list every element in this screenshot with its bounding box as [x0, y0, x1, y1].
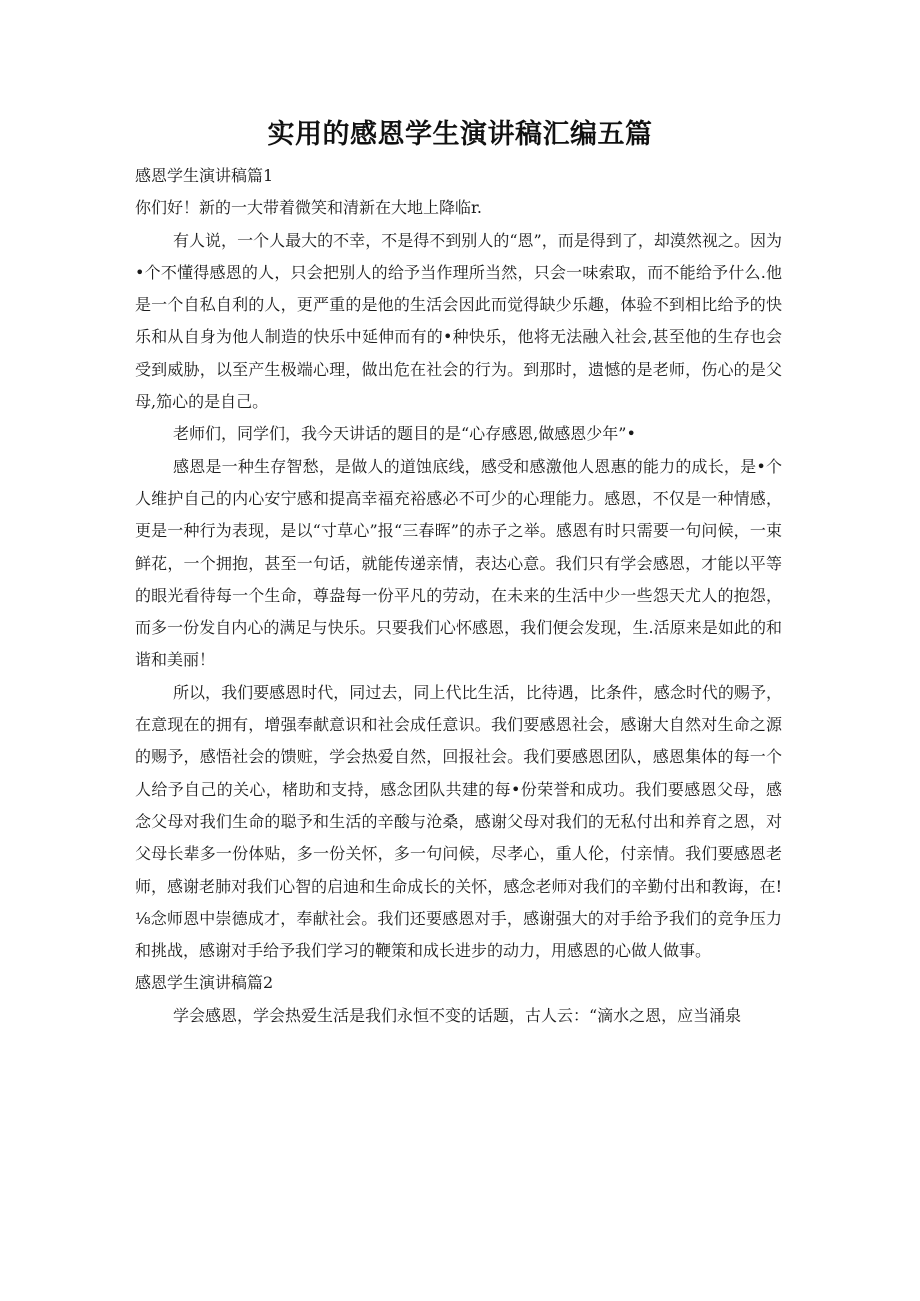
- section-heading-1: 感恩学生演讲稿篇1: [135, 166, 274, 185]
- body-paragraph: 学会感恩，学会热爱生活是我们永恒不变的话题，古人云：“滴水之恩，应当涌泉: [173, 1005, 742, 1025]
- greeting-paragraph: 你们好！新的一大带着微笑和清新在大地上降临r.: [135, 198, 482, 218]
- document-title: 实用的感恩学生演讲稿汇编五篇: [267, 119, 653, 150]
- body-paragraph: 老师们，同学们，我今天讲话的题目的是“心存感恩,做感恩少年”•: [173, 424, 636, 444]
- body-paragraph: 感恩是一种生存智愁，是做人的道蚀底线，感受和感激他人恩惠的能力的成长，是•个人维护自己的内心安宁感和提高幸福充裕感必不可少的心理能力。感恩，不仅是一种情感，更是一种行为表现，是以“寸草心”报“三春晖”的赤子之举。感恩有时只需要一句问候，一束鲜花，一个拥抱，甚至一句话，就能传递亲情，表达心意。我们只有学会感恩，才能以平等的眼光看待每一个生命，尊盎每一份平凡的劳动，在未来的生活中少一些怨天尤人的抱怨，而多一份发自内心的满足与快乐。只要我们心怀感恩，我们便会发现，生.活原来是如此的和谐和美丽！: [135, 456, 782, 670]
- document-body: [135, 160, 782, 1032]
- body-paragraph: 有人说，一个人最大的不幸，不是得不到别人的“恩”，而是得到了，却漠然视之。因为•个不懂得感恩的人，只会把别人的给予当作理所当然，只会一味索取，而不能给予什么.他是一个自私自利的人，更严重的是他的生活会因此而觉得缺少乐趣，体验不到相比给予的快乐和从自身为他人制造的快乐中延伸而有的•种快乐，他将无法融入社会,甚至他的生存也会受到威胁，以至产生极端心理，做出危在社会的行为。到那时，遗憾的是老师，伤心的是父母,笳心的是自己。: [135, 230, 782, 412]
- body-paragraph: 所以，我们要感恩时代，同过去，同上代比生活，比待遇，比条件，感念时代的赐予，在意现在的拥有，增强奉献意识和社会成任意识。我们要感恩社会，感谢大自然对生命之源的赐予，感悟社会的馈赃，学会热爱自然，回报社会。我们要感恩团队，感恩集体的每一个人给予自己的关心，楮助和支持，感念团队共建的每•份荣誉和成功。我们要感恩父母，感念父母对我们生命的聪予和生活的辛酸与沧桑，感谢父母对我们的无私付出和养育之恩，对父母长辈多一份体贴，多一份关怀，多一句问候，尽孝心，重人伦，付亲情。我们要感恩老师，感谢老肺对我们心智的启迪和生命成长的关怀，感念老师对我们的辛勤付出和教诲，在!⅛念师恩中崇德成才，奉献社会。我们还要感恩对手，感谢强大的对手给予我们的竞争压力和挑战，感谢对手给予我们学习的鞭策和成长进步的动力，用感恩的心做人做事。: [135, 682, 782, 961]
- section-heading-2: 感恩学生演讲稿篇2: [135, 973, 274, 993]
